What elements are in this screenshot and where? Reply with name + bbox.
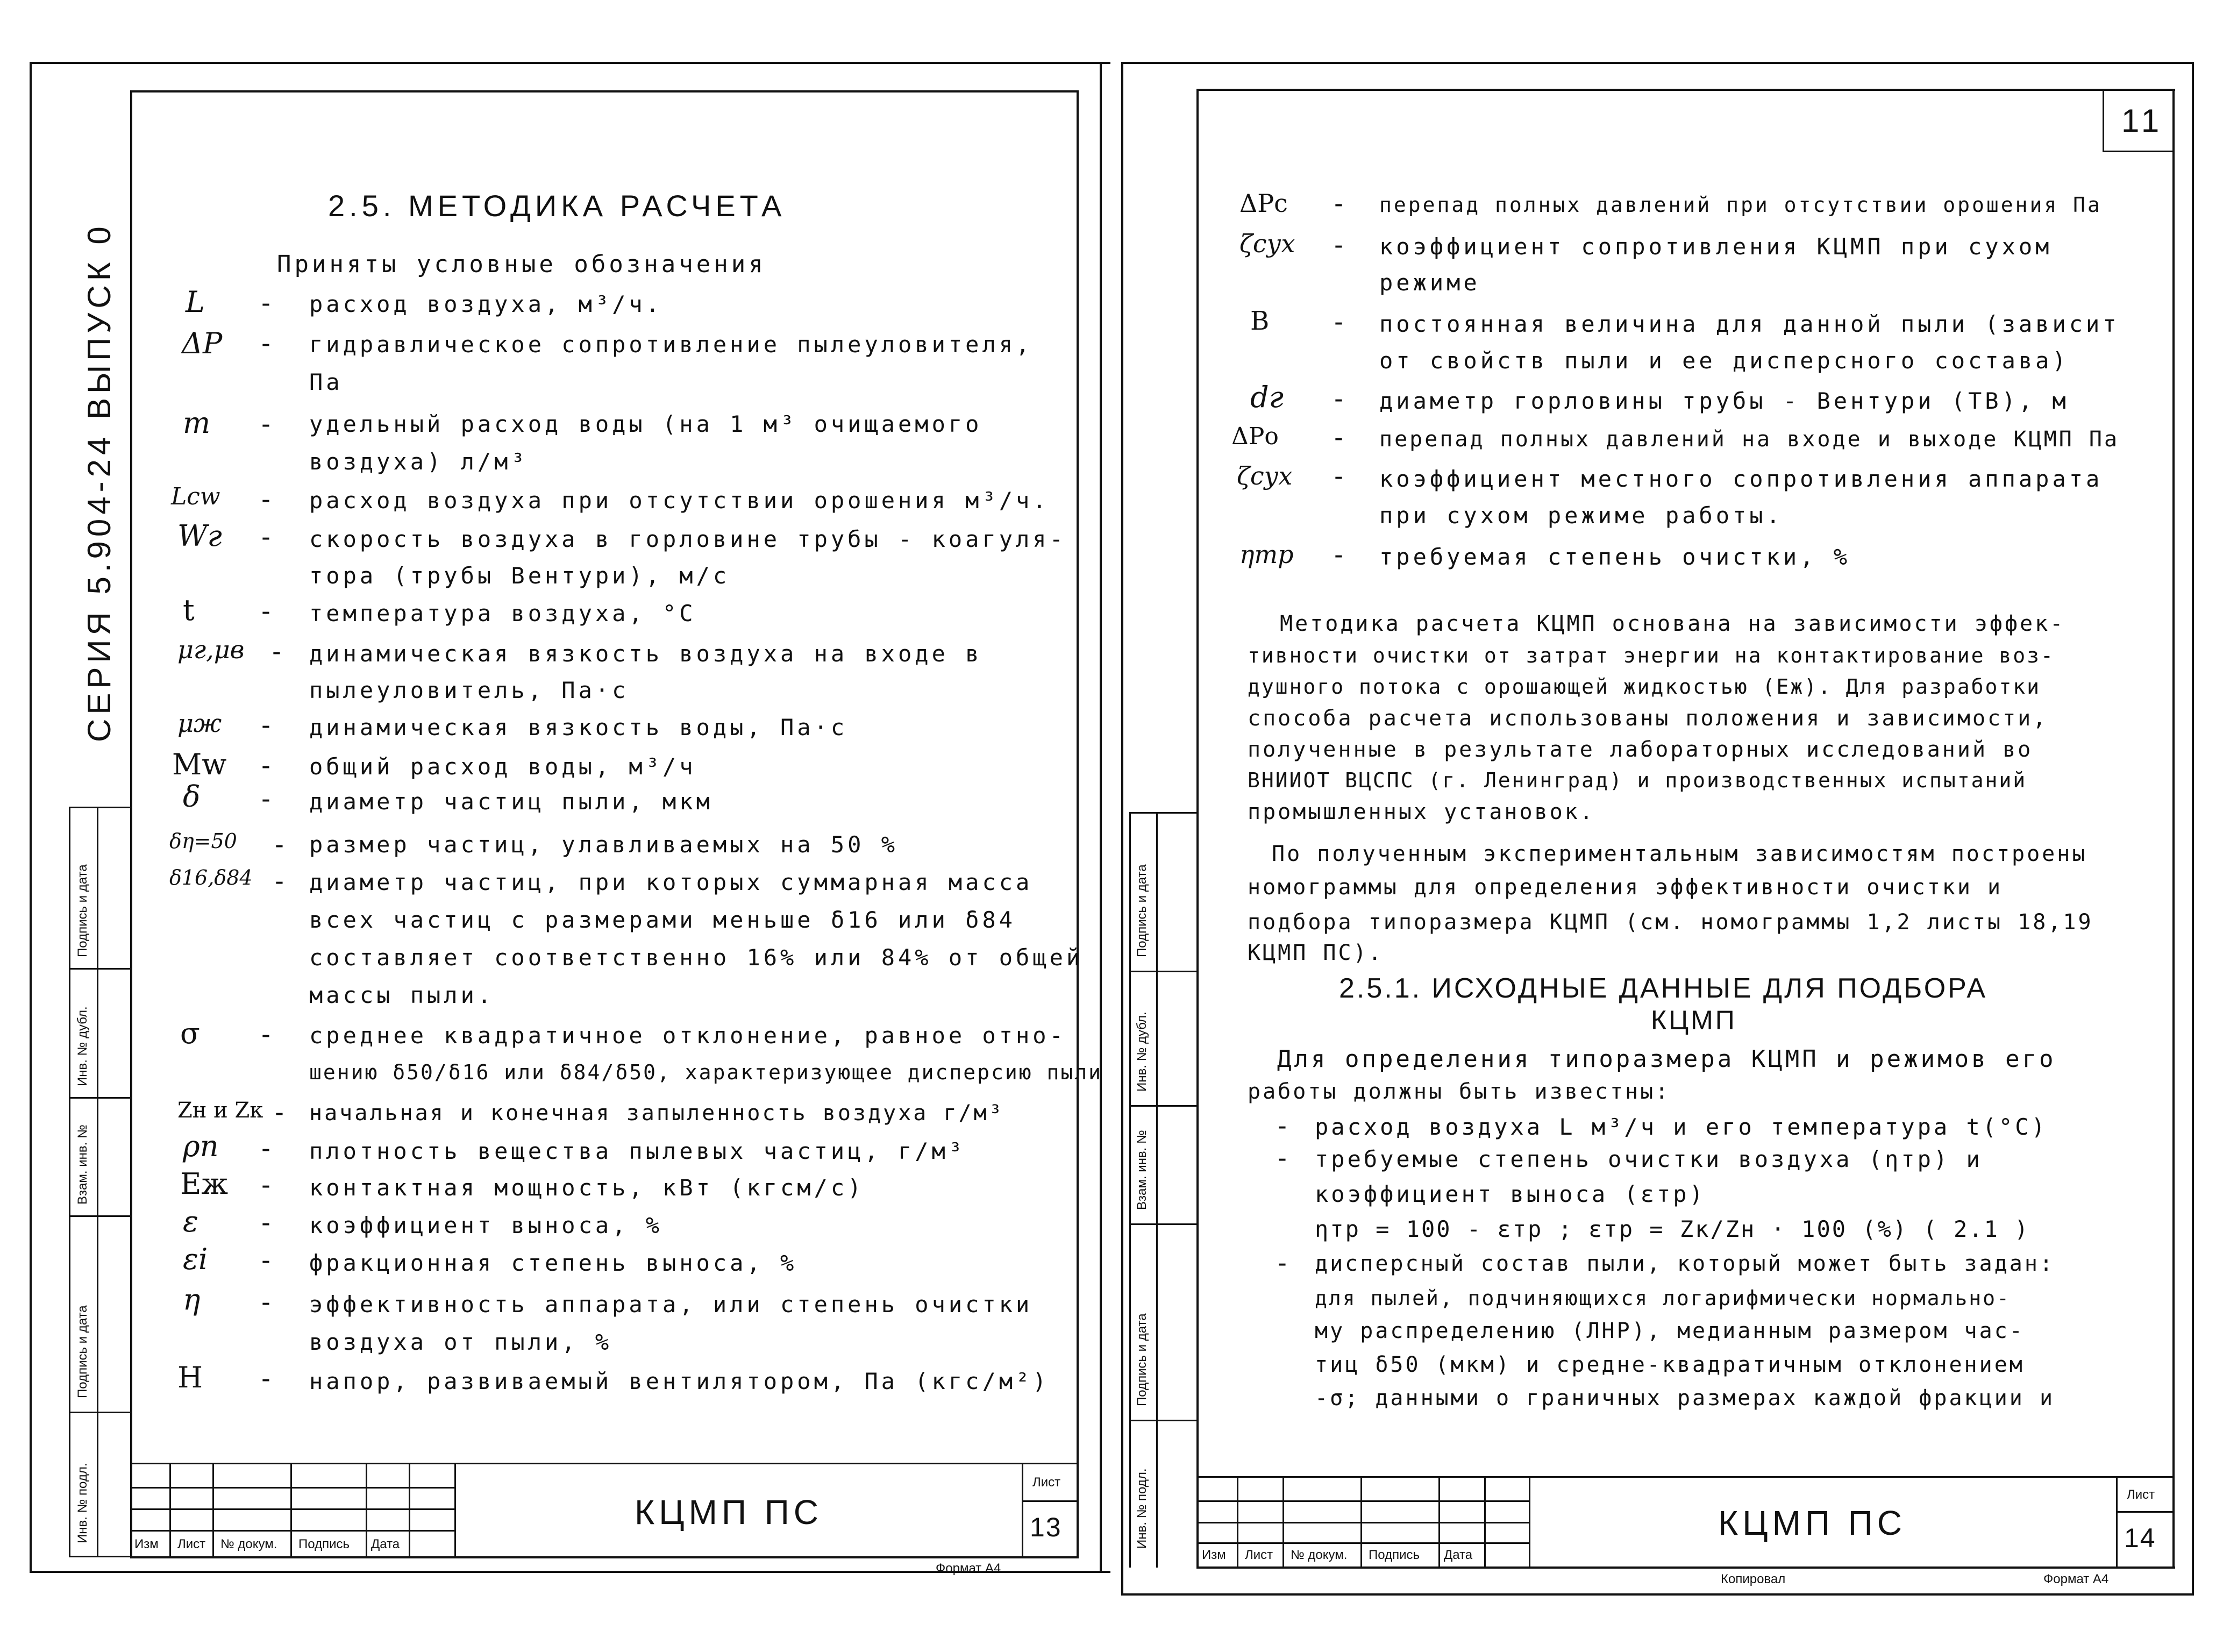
- stamp-sign-date-2: Подпись и дата: [75, 864, 90, 957]
- para-line: промышленных установок.: [1248, 800, 1595, 824]
- def-symbol: σ: [180, 1016, 200, 1050]
- def-symbol: εi: [183, 1242, 208, 1276]
- def-symbol: t: [183, 593, 195, 627]
- def-symbol: ρп: [183, 1129, 219, 1163]
- def-symbol: η: [183, 1283, 201, 1316]
- tb-col-list: Лист: [1245, 1548, 1273, 1562]
- section-title-line2: КЦМП: [1651, 1005, 1737, 1035]
- def-text: Па: [309, 369, 343, 395]
- def-symbol: dг: [1250, 380, 1284, 414]
- def-symbol: δ16,δ84: [169, 866, 253, 889]
- def-symbol: Еж: [180, 1167, 229, 1201]
- def-symbol: В: [1250, 306, 1270, 336]
- corner-page-number: 11: [2121, 103, 2164, 139]
- def-symbol: μж: [177, 709, 222, 738]
- para-line: способа расчета использованы положения и зависимости,: [1248, 706, 2048, 731]
- def-symbol: ΔPс: [1239, 189, 1288, 218]
- def-text: коэффициент сопротивления КЦМП при сухом: [1379, 233, 2053, 260]
- def-symbol: ΔPо: [1231, 423, 1279, 450]
- def-text: диаметр частиц, при которых суммарная масса: [309, 869, 1033, 895]
- def-text: плотность вещества пылевых частиц, г/м³: [309, 1138, 966, 1164]
- def-text: при сухом режиме работы.: [1379, 502, 1783, 529]
- def-text: требуемая степень очистки, %: [1379, 544, 1851, 570]
- def-symbol: δ: [183, 780, 201, 814]
- bullet-line: коэффициент выноса (εтр): [1315, 1181, 1706, 1207]
- stamp-inv-dubl: Инв. № дубл.: [75, 1006, 90, 1086]
- bullet-line: для пылей, подчиняющихся логарифмически нормально-: [1315, 1286, 2011, 1310]
- def-text: постоянная величина для данной пыли (зависит: [1379, 311, 2120, 337]
- tb-col-izm: Изм: [1202, 1548, 1226, 1562]
- def-text: перепад полных давлений на входе и выходе КЦМП Па: [1379, 427, 2120, 452]
- bullet-line: му распределению (ЛНР), медианным размером час-: [1315, 1319, 2025, 1343]
- def-text: расход воздуха, м³/ч.: [309, 291, 663, 317]
- tb-col-sign: Подпись: [1369, 1548, 1420, 1562]
- tb-col-list: Лист: [177, 1537, 206, 1551]
- def-text: коэффициент выноса, %: [309, 1212, 663, 1238]
- para-line: Методика расчета КЦМП основана на зависимости эффек-: [1280, 611, 2065, 636]
- para-line: По полученным экспериментальным зависимостям построены: [1272, 842, 2087, 866]
- section-title: 2.5.1. ИСХОДНЫЕ ДАННЫЕ ДЛЯ ПОДБОРА: [1339, 973, 1988, 1004]
- def-text: шению δ50/δ16 или δ84/δ50, характеризующее дисперсию пыли: [309, 1060, 1103, 1084]
- def-symbol: Wг: [177, 519, 222, 553]
- def-text: начальная и конечная запыленность воздуха г/м³: [309, 1101, 1004, 1126]
- tb-col-doc: № докум.: [220, 1537, 277, 1551]
- series-label: СЕРИЯ 5.904-24 ВЫПУСК 0: [81, 222, 117, 742]
- bullet-line: тиц δ50 (мкм) и средне-квадратичным отклонением: [1315, 1352, 2025, 1377]
- def-text: режиме: [1379, 269, 1480, 296]
- tb-col-doc: № докум.: [1291, 1548, 1348, 1562]
- format-label: Формат А4: [2043, 1572, 2109, 1586]
- format-label: Формат А4: [936, 1561, 1001, 1576]
- def-symbol: Zн и Zк: [177, 1098, 263, 1123]
- page-title: 2.5. МЕТОДИКА РАСЧЕТА: [328, 189, 786, 223]
- stamp-inv-podl: Инв. № подл.: [75, 1463, 90, 1543]
- para-line: работы должны быть известны:: [1248, 1079, 1671, 1104]
- def-text: коэффициент местного сопротивления аппарата: [1379, 466, 2103, 492]
- def-symbol: m: [183, 406, 211, 440]
- def-text: контактная мощность, кВт (кгсм/с): [309, 1174, 865, 1201]
- tb-doc-title: КЦМП ПС: [635, 1493, 823, 1532]
- def-text: воздуха от пыли, %: [309, 1329, 612, 1355]
- def-text: среднее квадратичное отклонение, равное отно-: [309, 1022, 1066, 1049]
- stamp-vzam-inv: Взам. инв. №: [75, 1124, 90, 1205]
- def-symbol: δη=50: [169, 829, 237, 853]
- subheading: Приняты условные обозначения: [277, 251, 766, 278]
- def-text: удельный расход воды (на 1 м³ очищаемого: [309, 411, 982, 437]
- stamp-vzam-inv: Взам. инв. №: [1135, 1130, 1149, 1210]
- para-line: тивности очистки от затрат энергии на контактирование воз-: [1248, 644, 2055, 667]
- stamp-sign-date-2: Подпись и дата: [1135, 864, 1149, 957]
- tb-sheet-no: 13: [1030, 1512, 1062, 1542]
- para-line: ВНИИОТ ВЦСПС (г. Ленинград) и производственных испытаний: [1248, 768, 2027, 792]
- def-symbol: ζсух: [1239, 229, 1295, 258]
- def-symbol: Mw: [172, 747, 227, 781]
- def-text: воздуха) л/м³: [309, 448, 528, 475]
- tb-sheet-no: 14: [2124, 1523, 2156, 1553]
- tb-col-izm: Изм: [134, 1537, 159, 1551]
- bullet-line: расход воздуха L м³/ч и его температура t(°С): [1315, 1114, 2048, 1140]
- def-text: от свойств пыли и ее дисперсного состава): [1379, 347, 2069, 374]
- def-text: тора (трубы Вентури), м/с: [309, 562, 730, 589]
- para-line: Для определения типоразмера КЦМП и режимов его: [1277, 1045, 2056, 1073]
- def-symbol: μг,μв: [177, 635, 245, 664]
- def-text: пылеуловитель, Па·с: [309, 677, 629, 703]
- def-text: диаметр горловины трубы - Вентури (ТВ), м: [1379, 388, 2069, 414]
- bullet-line: требуемые степень очистки воздуха (ηтр) и: [1315, 1146, 1983, 1172]
- def-text: гидравлическое сопротивление пылеуловителя,: [309, 331, 1033, 358]
- def-symbol: L: [186, 285, 205, 319]
- def-text: динамическая вязкость воздуха на входе в: [309, 640, 982, 667]
- def-text: фракционная степень выноса, %: [309, 1250, 797, 1276]
- stamp-sign-date-1: Подпись и дата: [1135, 1313, 1149, 1406]
- def-text: напор, развиваемый вентилятором, Па (кгс/м²): [309, 1368, 1050, 1394]
- def-text: размер частиц, улавливаемых на 50 %: [309, 831, 899, 858]
- def-text: диаметр частиц пыли, мкм: [309, 788, 713, 815]
- def-text: массы пыли.: [309, 982, 495, 1008]
- def-text: составляет соответственно 16% или 84% от общей: [309, 944, 1084, 971]
- stamp-inv-podl: Инв. № подл.: [1135, 1468, 1149, 1549]
- para-line: подбора типоразмера КЦМП (см. номограммы 1,2 листы 18,19: [1248, 910, 2093, 935]
- copied-label: Копировал: [1721, 1572, 1786, 1586]
- formula-line: ηтр = 100 - εтр ; εтр = Zк/Zн · 100 (%) ( 2.1 ): [1315, 1216, 2030, 1242]
- para-line: КЦМП ПС).: [1248, 941, 1384, 965]
- def-text: всех частиц с размерами меньше δ16 или δ84: [309, 907, 1016, 933]
- bullet-line: дисперсный состав пыли, который может быть задан:: [1315, 1251, 2055, 1276]
- def-symbol: ΔP: [182, 326, 223, 360]
- para-line: душного потока с орошающей жидкостью (Еж). Для разработки: [1248, 675, 2041, 699]
- para-line: полученные в результате лабораторных исследований во: [1248, 737, 2033, 762]
- def-text: общий расход воды, м³/ч: [309, 753, 696, 780]
- def-text: эффективность аппарата, или степень очистки: [309, 1291, 1033, 1318]
- def-symbol: ε: [183, 1205, 198, 1238]
- stamp-inv-dubl: Инв. № дубл.: [1135, 1012, 1149, 1092]
- def-symbol: Н: [177, 1361, 203, 1394]
- tb-col-sign: Подпись: [298, 1537, 350, 1551]
- def-text: температура воздуха, °С: [309, 600, 696, 626]
- para-line: номограммы для определения эффективности очистки и: [1248, 875, 2003, 900]
- tb-sheet-label: Лист: [2127, 1487, 2155, 1502]
- def-text: динамическая вязкость воды, Па·с: [309, 714, 848, 740]
- def-text: скорость воздуха в горловине трубы - коагуля-: [309, 526, 1066, 552]
- tb-doc-title: КЦМП ПС: [1718, 1504, 1906, 1542]
- stamp-sign-date-1: Подпись и дата: [75, 1305, 90, 1398]
- def-symbol: ηтр: [1239, 540, 1294, 569]
- def-symbol: ζсух: [1237, 461, 1293, 490]
- tb-sheet-label: Лист: [1032, 1475, 1061, 1490]
- tb-col-date: Дата: [371, 1537, 400, 1551]
- def-symbol: Lсw: [171, 483, 220, 510]
- bullet-line: -σ; данными о граничных размерах каждой фракции и: [1315, 1386, 2055, 1411]
- tb-col-date: Дата: [1444, 1548, 1473, 1562]
- def-text: расход воздуха при отсутствии орошения м³/ч.: [309, 487, 1050, 514]
- def-text: перепад полных давлений при отсутствии орошения Па: [1379, 193, 2102, 217]
